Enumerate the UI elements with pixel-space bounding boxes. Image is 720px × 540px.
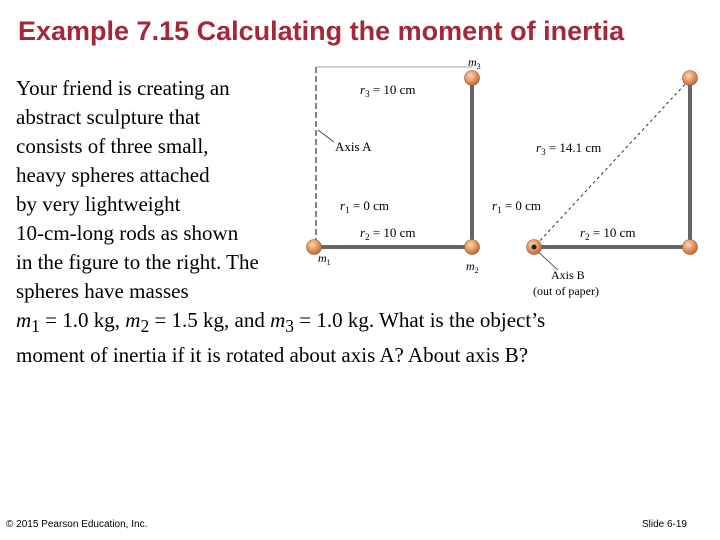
sculpture-figure: [300, 52, 720, 302]
axis-a-leader: [318, 130, 334, 142]
statement-line: Your friend is creating an: [16, 76, 230, 100]
statement-line: 10-cm-long rods as shown: [16, 221, 239, 245]
mass-subscript: 1: [31, 316, 40, 337]
mass-symbol: m: [125, 308, 141, 332]
mass-symbol: m: [270, 308, 286, 332]
masses-line: [16, 306, 545, 341]
statement-line: heavy spheres attached: [16, 163, 210, 187]
sphere-m2-left: [465, 240, 480, 255]
mass-subscript: 2: [140, 316, 150, 337]
label-r1-right: $r_1 = 0$ cm: [492, 198, 542, 215]
sphere-m3-right: [683, 71, 698, 86]
statement-line: consists of three small,: [16, 134, 209, 158]
label-r2-right: $r_2 = 10$ cm: [580, 225, 636, 242]
label-m1: $m_1$: [318, 251, 331, 267]
question-line: moment of inertia if it is rotated about axis A? About axis B?: [16, 343, 529, 368]
label-r3-right: $r_3 = 14.1$ cm: [536, 140, 602, 157]
label-axis-a: Axis A: [335, 139, 372, 154]
mass-value: = 1.5 kg, and: [149, 308, 271, 332]
statement-line: spheres have masses: [16, 279, 189, 303]
statement-line: by very lightweight: [16, 192, 181, 216]
mass-symbol: m: [16, 308, 32, 332]
sphere-m3-left: [465, 71, 480, 86]
mass-subscript: 3: [285, 316, 295, 337]
statement-line: abstract sculpture that: [16, 105, 201, 129]
label-r2-left: $r_2 = 10$ cm: [360, 225, 416, 242]
r3-diagonal: [536, 81, 688, 245]
label-axis-b-note: (out of paper): [533, 284, 599, 298]
slide-title: Example 7.15 Calculating the moment of inertia: [18, 16, 625, 46]
axis-b-leader: [536, 250, 558, 270]
label-r3-left: $r_3 = 10$ cm: [360, 82, 416, 99]
sphere-m2-right: [683, 240, 698, 255]
label-m3: $m_3$: [468, 55, 481, 71]
mass-value: = 1.0 kg. What is the object’s: [294, 308, 546, 332]
label-axis-b: Axis B: [551, 268, 585, 282]
mass-value: = 1.0 kg,: [39, 308, 126, 332]
label-m2: $m_2$: [466, 259, 479, 275]
axis-b-dot: [532, 245, 537, 250]
slide-number: Slide 6-19: [641, 519, 687, 530]
label-r1-left: $r_1 = 0$ cm: [340, 198, 390, 215]
copyright-notice: © 2015 Pearson Education, Inc.: [6, 519, 148, 530]
statement-line: in the figure to the right. The: [16, 250, 259, 274]
